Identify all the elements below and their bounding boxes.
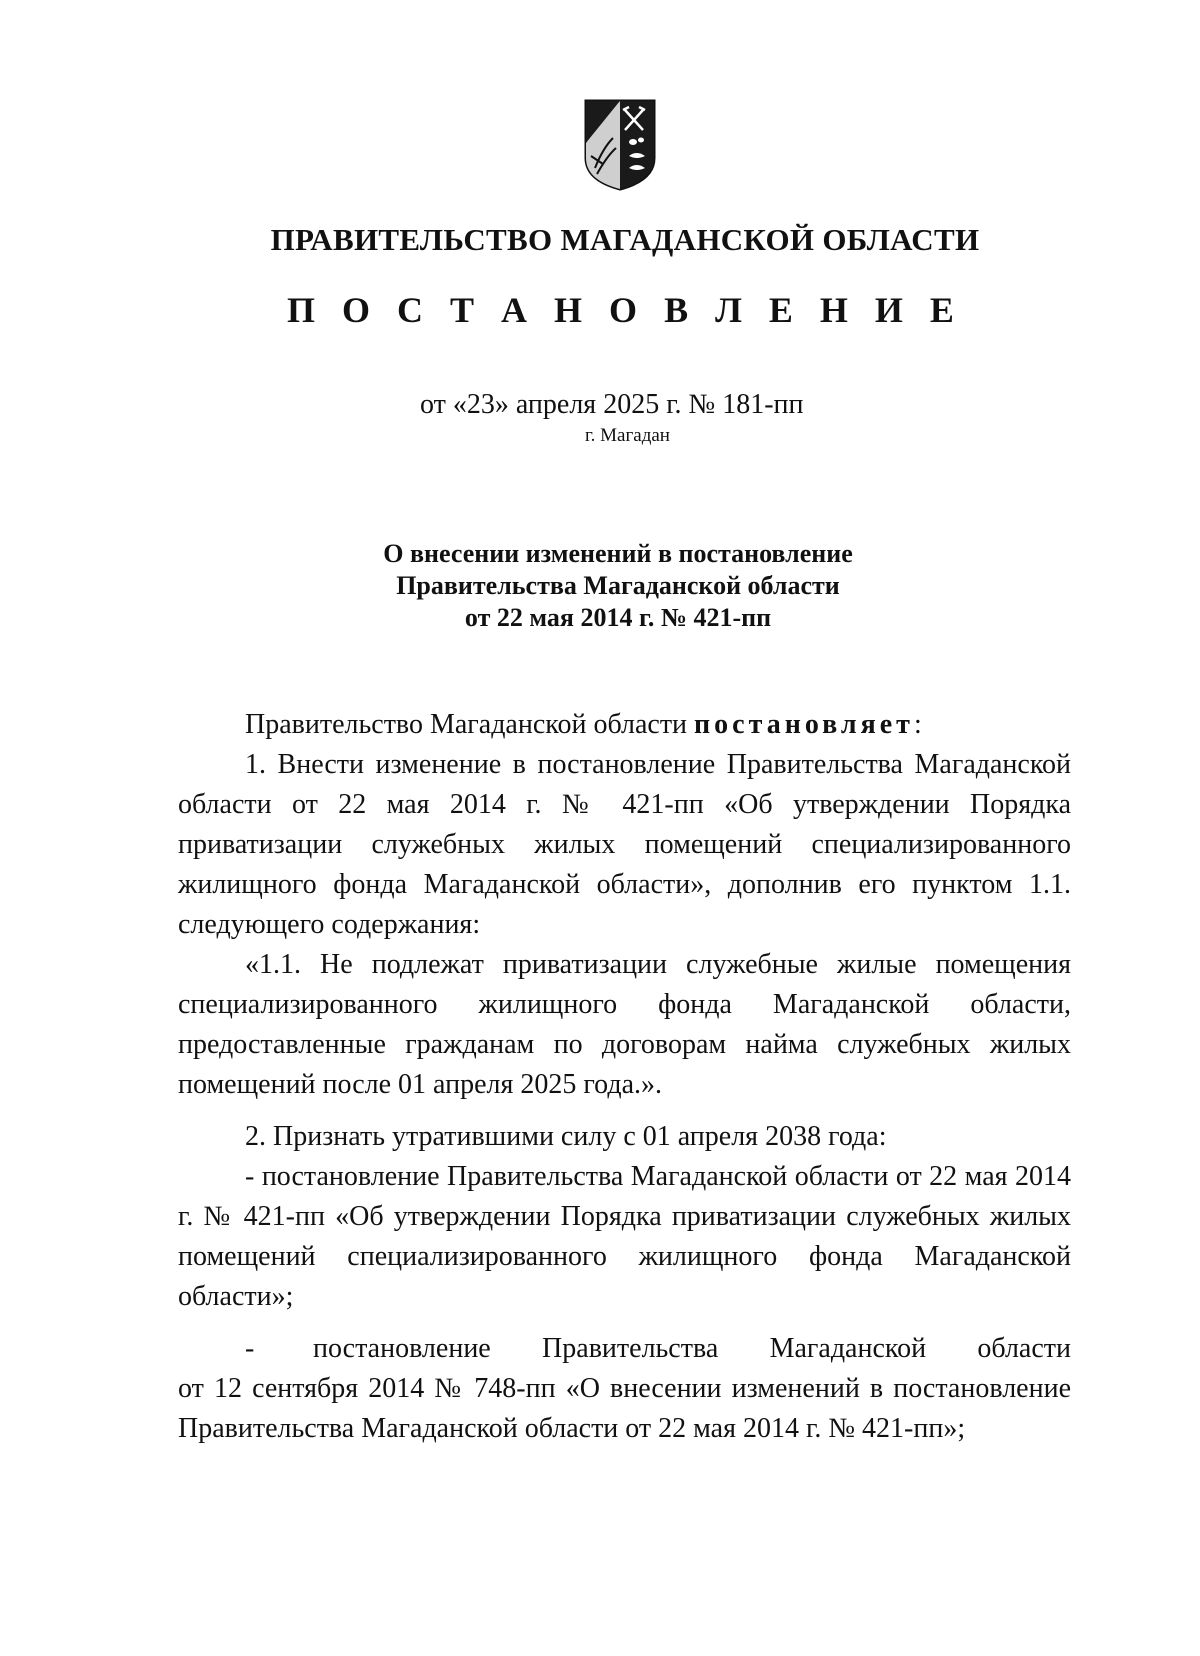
document-subject <box>0 538 1200 634</box>
paragraph-2-item-a: - постановление Правительства Магаданской области от 22 мая 2014 г. № 421-пп «Об утверждении Порядка приватизации служебных жилых помещений специализированного жилищного фонда Магаданской области»; <box>178 1161 1071 1312</box>
document-body <box>178 705 1071 1449</box>
paragraph-2-item-b-line-1: - постановление Правительства Магаданской области <box>245 1333 1071 1364</box>
coat-of-arms-icon <box>583 98 657 192</box>
paragraph-2-item-b: от 12 сентября 2014 № 748-пп «О внесении изменений в постановление Правительства Магаданской области от 22 мая 2014 г. № 421-пп»; <box>178 1373 1071 1444</box>
paragraph-2: 2. Признать утратившими силу с 01 апреля 2038 года: <box>245 1121 887 1152</box>
document-date-number: от «23» апреля 2025 г. № 181-пп <box>420 389 804 420</box>
subject-line-2: Правительства Магаданской области <box>396 571 840 600</box>
subject-line-1: О внесении изменений в постановление <box>383 539 853 568</box>
subject-line-3: от 22 мая 2014 г. № 421-пп <box>464 603 772 632</box>
preamble-lead: Правительство Магаданской области <box>245 709 695 740</box>
document-type: П О С Т А Н О В Л Е Н И Е <box>287 290 963 330</box>
preamble-verb: постановляет <box>694 709 914 740</box>
preamble <box>178 705 1071 745</box>
document-city: г. Магадан <box>585 425 670 446</box>
government-title: ПРАВИТЕЛЬСТВО МАГАДАНСКОЙ ОБЛАСТИ <box>270 222 980 257</box>
preamble-colon: : <box>913 709 922 740</box>
paragraph-1: 1. Внести изменение в постановление Правительства Магаданской области от 22 мая 2014 г. № 421-пп «Об утверждении Порядка приватизации служебных жилых помещений специализированного жилищного фонда Магаданской области», дополнив его пунктом 1.1. следующего содержания: <box>178 749 1071 940</box>
paragraph-1-1: «1.1. Не подлежат приватизации служебные жилые помещения специализированного жилищного фонда Магаданской области, предоставленные гражданам по договорам найма служебных жилых помещений после 01 апреля 2025 года.». <box>178 949 1071 1100</box>
